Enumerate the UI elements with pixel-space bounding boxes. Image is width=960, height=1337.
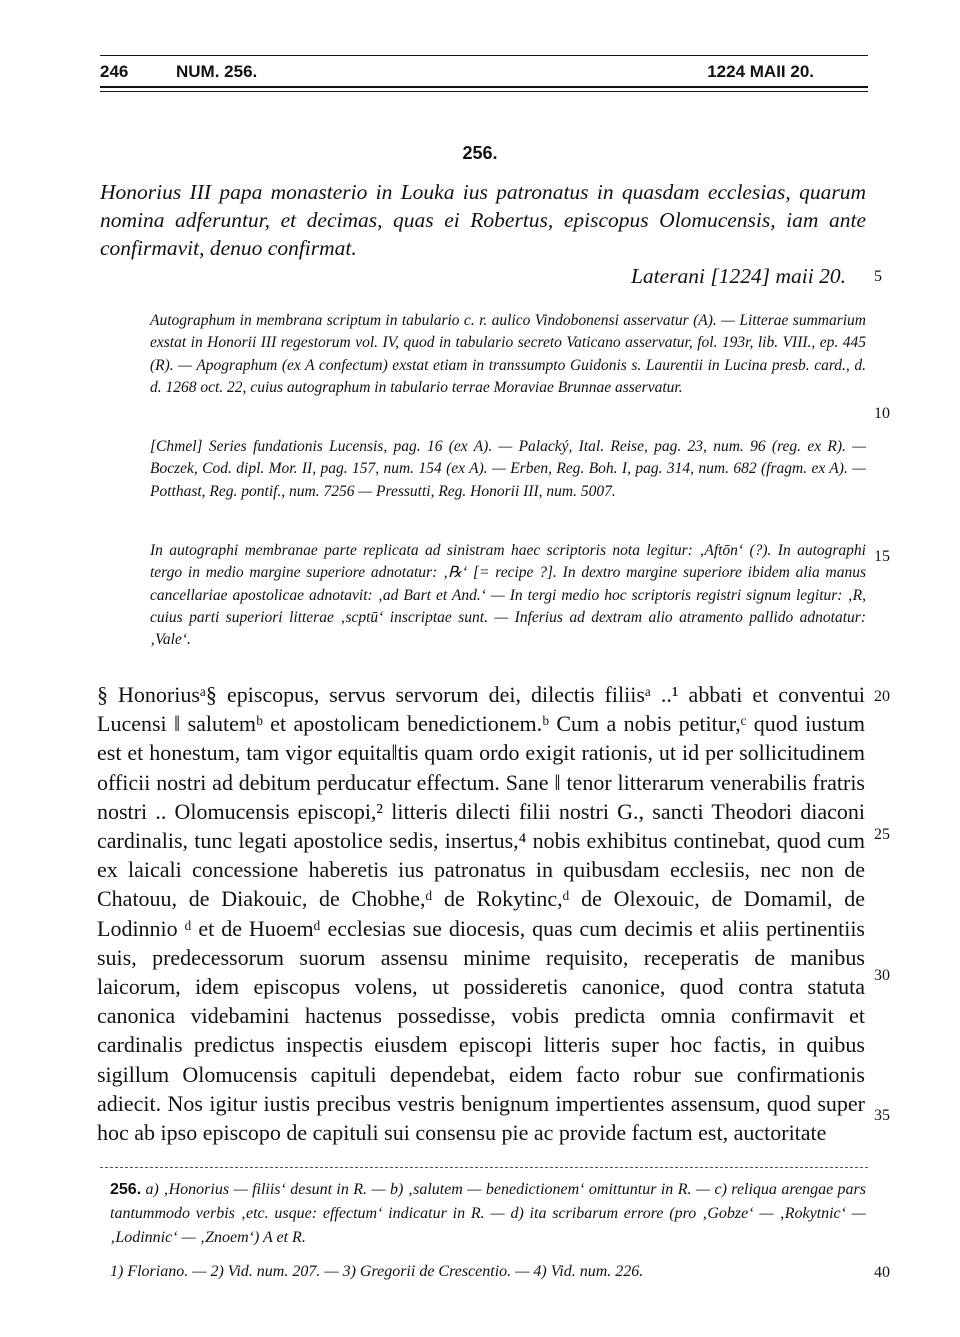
line-number-20: 20 bbox=[874, 688, 890, 705]
apparatus-text: a) ‚Honorius — filiis‘ desunt in R. — b) ‚salutem — benedictionem‘ omittuntur in R. — c) reliqua arengae pars tantummodo verbis ‚etc. usque: effectum‘ indicatur in R. — d) ita scribarum errore (pro ‚Gobze‘ — ‚Rokytnic‘ — ‚Lodinnic‘ — ‚Znoem‘) A et R. bbox=[110, 1181, 867, 1246]
document-body: § Honoriusᵃ§ episcopus, servus servorum dei, dilectis filiisᵃ ..¹ abbati et conventui Lucensi ‖ salutemᵇ et apostolicam benedictionem.ᵇ Cum a nobis petitur,ᶜ quod iustum est et honestum, tam vigor equita‖tis quam ordo exigit rationis, ut id per sollicitudinem officii nostri ad debitum perducatur effectum. Sane ‖ tenor litterarum venerabilis fratris nostri .. Olomucensis episcopi,² litteris dilecti filii nostri G., sancti Theodori diaconi cardinalis, tunc legati apostolice sedis, insertus,⁴ nobis exhibitus continebat, quod cum ex laicali concessione haberetis ius patronatus in quibusdam ecclesiis, nec non de Chatouu, de Diakouic, de Chobhe,ᵈ de Rokytinc,ᵈ de Olexouic, de Domamil, de Lodinnio ᵈ et de Huoemᵈ ecclesias sue diocesis, quas cum decimis et aliis pertinentiis suis, predecessorum suorum assensu minime requisito, receperatis de manibus laicorum, idem episcopus volens, ut possideretis canonice, quod contra statuta canonica videbamini hactenus possedisse, vobis predicta omnia confirmavit et cardinalis predictus inspectis eiusdem episcopi litteris super hoc factis, in quibus sigillum Olomucensis capituli dependebat, eidem facto robur sue confirmationis adiecit. Nos igitur iustis precibus vestris benignum impertientes assensum, quod super hoc ab ipso episcopo de capituli sui consensu pie ac provide factum est, auctoritate bbox=[97, 682, 865, 1146]
header-rule-thin bbox=[100, 91, 868, 92]
running-date: 1224 MAII 20. bbox=[707, 62, 814, 81]
line-number-10: 10 bbox=[874, 405, 890, 422]
line-number-15: 15 bbox=[874, 548, 890, 565]
editions-note: [Chmel] Series fundationis Lucensis, pag. 16 (ex A). — Palacký, Ital. Reise, pag. 23, num. 96 (reg. ex R). — Boczek, Cod. dipl. Mor. II, pag. 157, num. 154 (ex A). — Erben, Reg. Boh. I, pag. 314, num. 682 (fragm. ex A). — Potthast, Reg. pontif., num. 7256 — Pressutti, Reg. Honorii III, num. 5007. bbox=[150, 438, 866, 500]
running-head bbox=[100, 62, 864, 86]
footnote-rule bbox=[100, 1167, 868, 1168]
top-rule bbox=[100, 55, 868, 56]
tradition-note: Autographum in membrana scriptum in tabulario c. r. aulico Vindobonensi asservatur (A). — Litterae summarium exstat in Honorii III regestorum vol. IV, quod in tabulario secreto Vaticano asservatur, fol. 193r, lib. VIII., ep. 445 (R). — Apographum (ex A confectum) exstat etiam in transsumpto Guidonis s. Laurentii in Lucina presb. card., d. d. 1268 oct. 22, cuius autographum in tabulario terrae Moraviae Brunnae asservatur. bbox=[150, 312, 866, 396]
document-number: 256. bbox=[462, 143, 498, 163]
footnotes: 1) Floriano. — 2) Vid. num. 207. — 3) Gregorii de Crescentio. — 4) Vid. num. 226. bbox=[110, 1263, 644, 1280]
line-number-5: 5 bbox=[874, 268, 882, 285]
apparatus-number: 256. bbox=[110, 1181, 142, 1198]
place-date: Laterani [1224] maii 20. bbox=[630, 264, 846, 288]
line-number-30: 30 bbox=[874, 967, 890, 984]
critical-apparatus bbox=[110, 1178, 866, 1250]
regest: Honorius III papa monasterio in Louka ius patronatus in quasdam ecclesias, quarum nomina adferuntur, et decimas, quas ei Robertus, episcopus Olomucensis, iam ante confirmavit, denuo confirmat. bbox=[100, 180, 866, 260]
document-reference: NUM. 256. bbox=[176, 62, 258, 81]
line-number-35: 35 bbox=[874, 1107, 890, 1124]
page-number: 246 bbox=[100, 62, 129, 81]
line-number-25: 25 bbox=[874, 826, 890, 843]
line-number-40: 40 bbox=[874, 1264, 890, 1281]
dorsal-notes: In autographi membranae parte replicata ad sinistram haec scriptoris nota legitur: ‚Aftōn‘ (?). In autographi tergo in medio margine superiore adnotatur: ‚℞‘ [= recipe ?]. In dextro margine superiore ibidem alia manus cancellariae apostolicae adnotavit: ‚ad Bart et And.‘ — In tergi medio hoc scriptoris registri signum legitur: ‚R, cuius parti superiori litterae ‚scptū‘ inscriptae sunt. — Inferius ad dextram alio atramento pallido adnotatur: ‚Vale‘. bbox=[150, 542, 866, 649]
header-rule-thick bbox=[100, 86, 868, 88]
